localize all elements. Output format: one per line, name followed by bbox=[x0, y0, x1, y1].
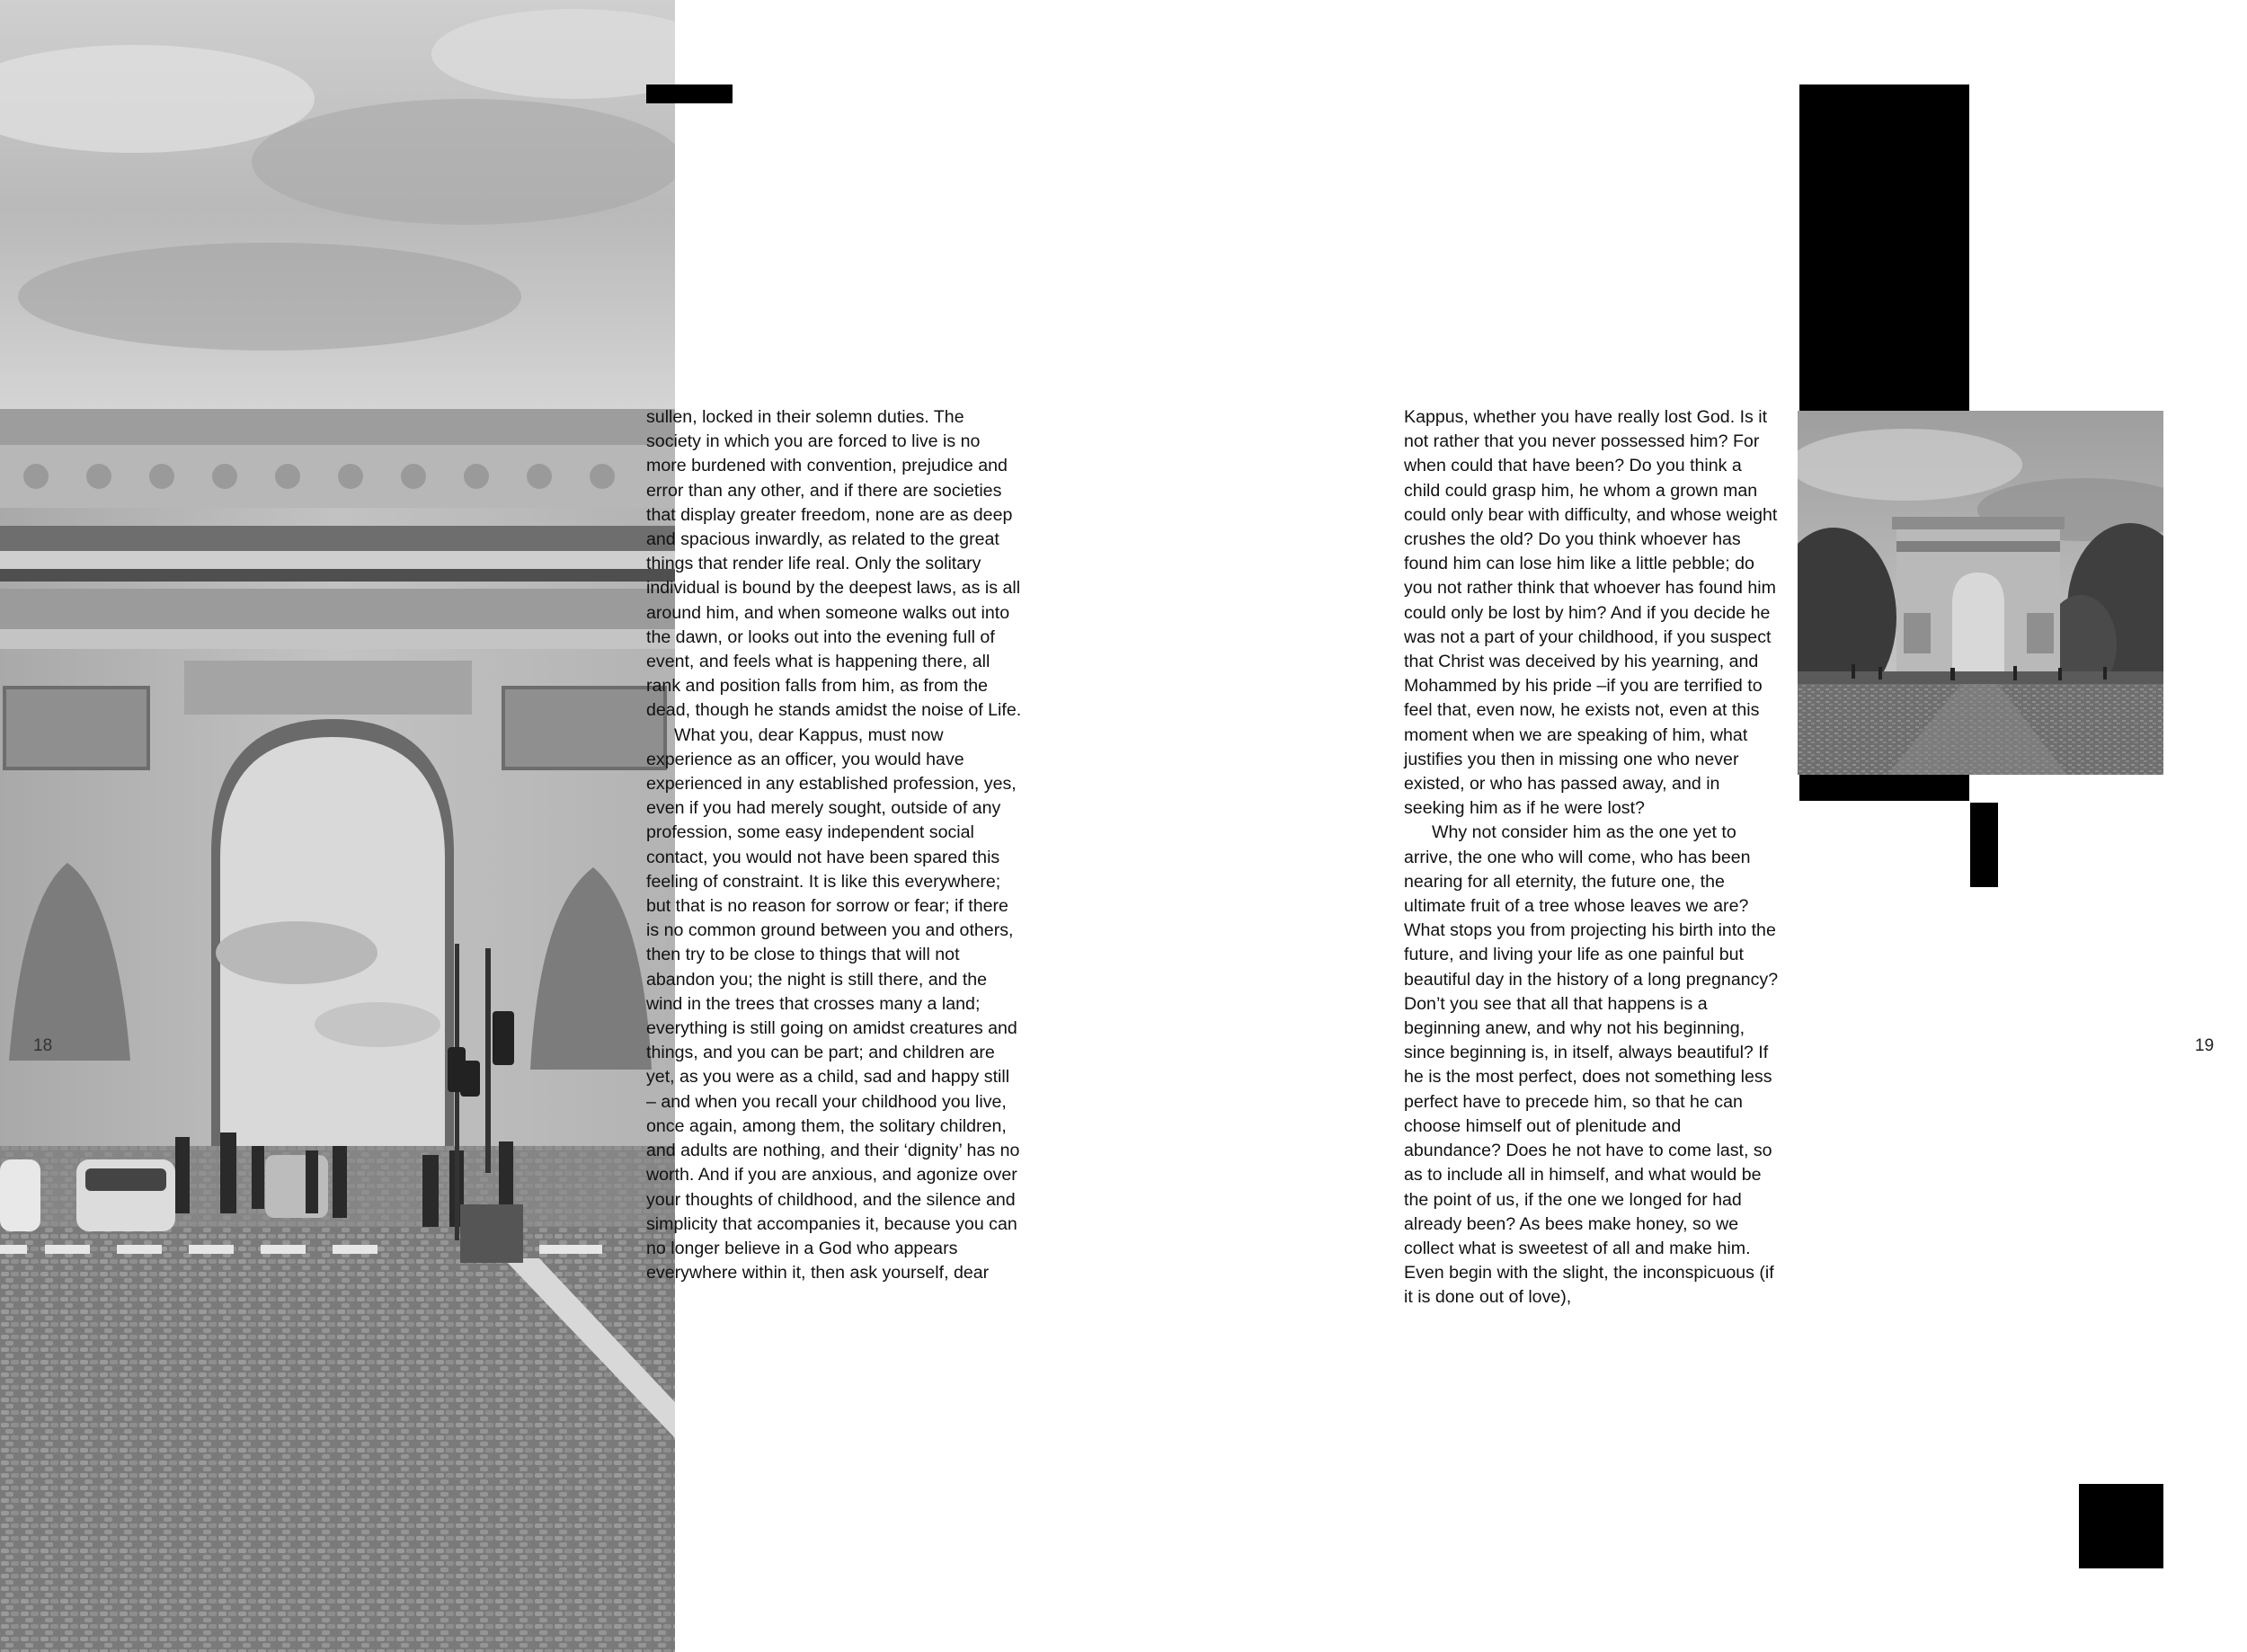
left-paragraph-1: sullen, locked in their solemn duties. The society in which you are forced to live is no more burdened with convention, prejudice and error than any other, and if there are societies that display greater freedom, none are as deep and spacious inwardly, as related to the great things that render life real. Only the solitary individual is bound by the deepest laws, as is all around him, and when someone walks out into the dawn, or looks out into the evening full of event, and feels what is happening there, all rank and position falls from him, as from the dead, though he stands amidst the noise of Life. bbox=[646, 407, 1022, 721]
right-paragraph-2: Why not consider him as the one yet to arrive, the one who will come, who has been nearing for all eternity, the future one, the ultimate fruit of a tree whose leaves we are? What stops you from projecting his birth into the future, and living your life as one painful but beautiful day in the history of a long pregnancy? Don’t you see that all that happens is a beginning anew, and why not his beginning, since beginning is, in itself, always beautiful? If he is the most perfect, does not something less perfect have to precede him, so that he can choose himself out of plenitude and abundance? Does he not have to come last, so as to include all in himself, and what would be the point of us, if the one we longed for had already been? As bees make honey, so we collect what is sweetest of all and make him. Even begin with the slight, the inconspicuous (if it is done out of love), bbox=[1404, 822, 1779, 1308]
black-bar-top-left bbox=[646, 84, 733, 103]
left-paragraph-2: What you, dear Kappus, must now experience as an officer, you would have experienced in any established profession, yes, even if you had merely sought, outside of any profession, some easy independent social contact, you would not have been spared this feeling of constraint. It is like this everywhere; but that is no reason for sorrow or fear; if there is no common ground between you and others, then try to be close to things that will not abandon you; the night is still there, and the wind in the trees that crosses many a land; everything is still going on amidst creatures and things, and you can be part; and children are yet, as you were as a child, sad and happy still – and when you recall your childhood you live, once again, among them, the solitary children, and adults are nothing, and their ‘dignity’ has no worth. And if you are anxious, and agonize over your thoughts of childhood, and the silence and simplicity that accompanies it, because you can no longer believe in a God who appears everywhere within it, then ask yourself, dear bbox=[646, 724, 1020, 1283]
black-block-tall-right bbox=[1799, 84, 1969, 411]
right-paragraph-1: Kappus, whether you have really lost God. Is it not rather that you never possessed him? For when could that have been? Do you think a child could grasp him, he whom a grown man could only bear with difficulty, and whose weight crushes the old? Do you think whoever has found him can lose him like a little pebble; do you not rather think that whoever has found him could only be lost by him? And if you decide he was not a part of your childhood, if you suspect that Christ was deceived by his yearning, and Mohammed by his pride –if you are terrified to feel that, even now, he exists not, even at this moment when we are speaking of him, what justifies you then in missing one who never existed, or who has passed away, and in seeking him as if he were lost? bbox=[1404, 407, 1778, 819]
page-number-left: 18 bbox=[33, 1036, 53, 1055]
black-bar-under-photo bbox=[1799, 775, 1969, 801]
page-number-right: 19 bbox=[2195, 1036, 2215, 1055]
black-bar-small-vertical bbox=[1970, 803, 1998, 887]
black-square-bottom-right bbox=[2079, 1484, 2163, 1568]
arc-de-triomphe-photo-right bbox=[1798, 411, 2163, 775]
arc-de-triomphe-photo-left bbox=[0, 0, 675, 1652]
right-page-text-column bbox=[1404, 405, 1781, 1310]
left-page-text-column bbox=[646, 405, 1024, 1285]
